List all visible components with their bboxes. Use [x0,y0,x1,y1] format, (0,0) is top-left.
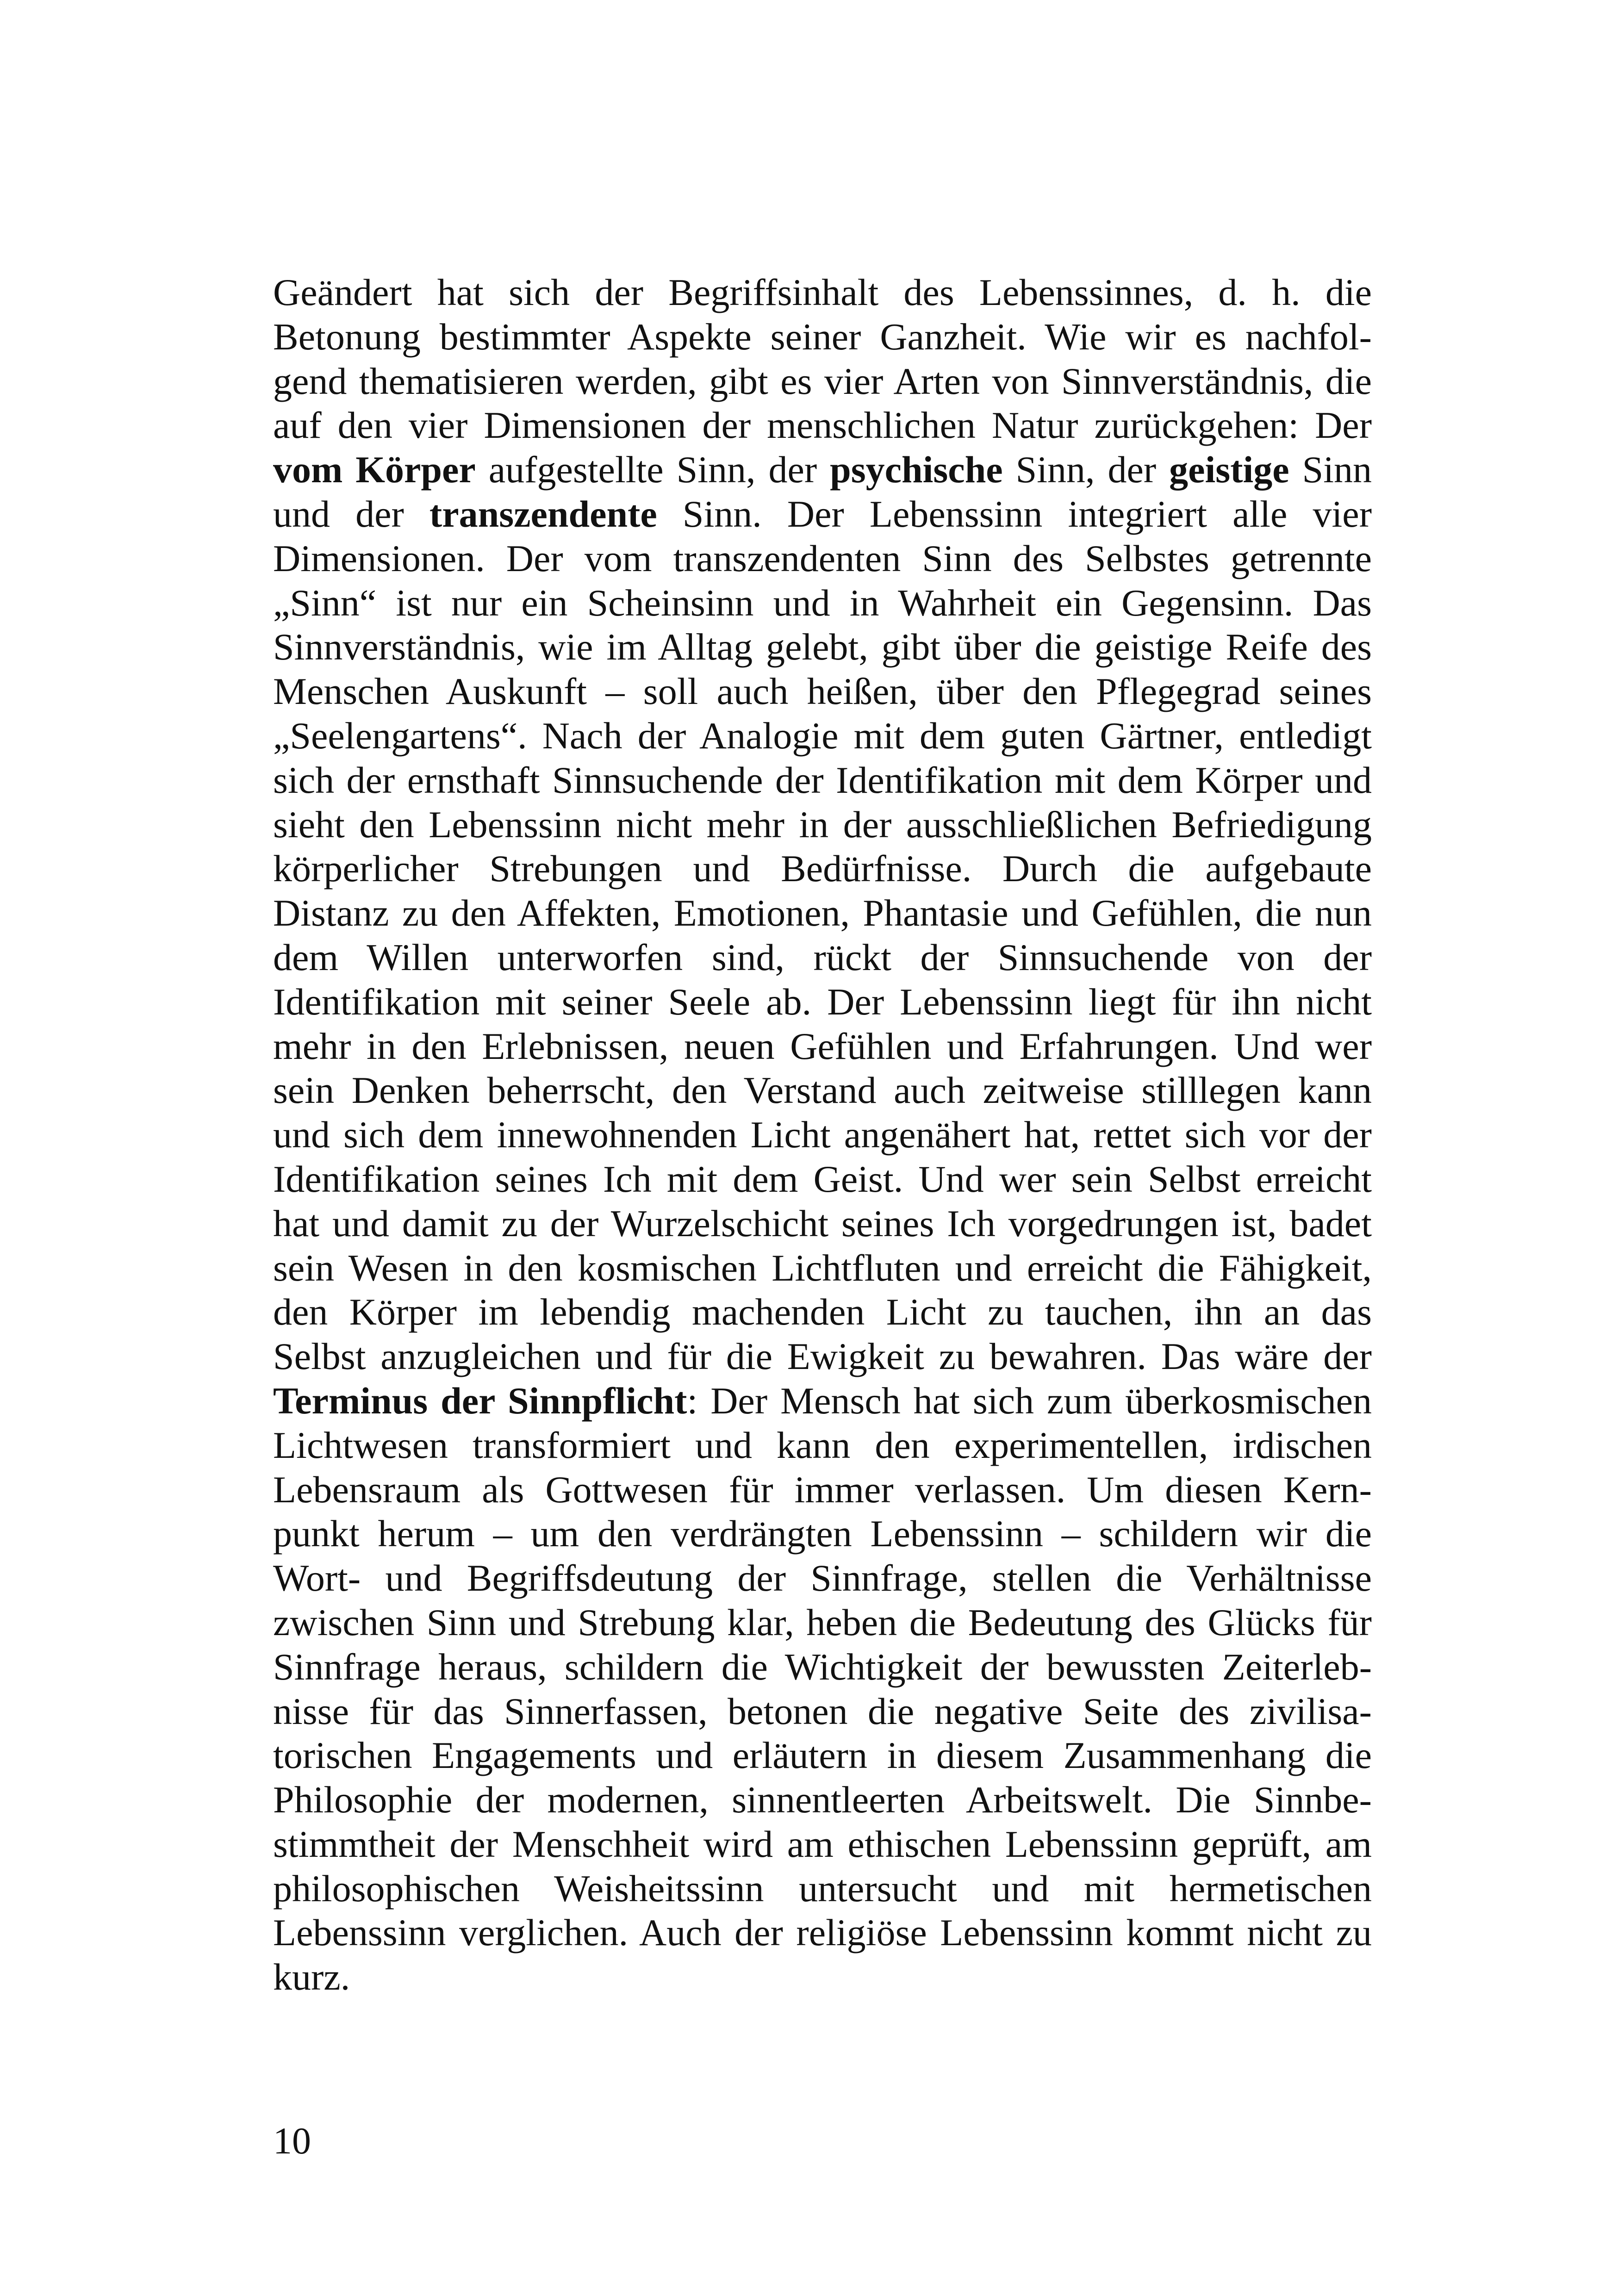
text-line [273,1157,1372,1201]
text-run: Philosophie der modernen, sinnentleerten Arbeitswelt. Die Sinnbe- [273,1779,1372,1821]
text-line [273,359,1372,404]
text-run: punkt herum – um den verdrängten Lebenssinn – schildern wir die [273,1512,1372,1555]
text-run: philosophischen Weisheitssinn untersucht und mit hermetischen [273,1867,1372,1910]
text-line [273,803,1372,847]
text-line [273,1068,1372,1113]
text-line [273,758,1372,803]
text-line [273,1556,1372,1600]
text-run: Betonung bestimmter Aspekte seiner Ganzheit. Wie wir es nachfol- [273,315,1372,358]
text-run: aufgestellte Sinn, der [475,448,830,491]
bold-term: vom Körper [273,448,476,491]
bold-term: psychische [830,448,1003,491]
text-run: : Der Mensch hat sich zum überkosmischen [687,1379,1372,1422]
text-run: Sinn. Der Lebenssinn integriert alle vier [657,492,1372,535]
text-line [273,1246,1372,1290]
text-line [273,1910,1372,1955]
text-run: sein Wesen in den kosmischen Lichtfluten und erreicht die Fähigkeit, [273,1246,1372,1289]
page-number: 10 [273,2120,311,2162]
body-paragraph [273,270,1372,1999]
text-run: Identifikation seines Ich mit dem Geist. Und wer sein Selbst erreicht [273,1157,1372,1200]
text-run: hat und damit zu der Wurzelschicht seines Ich vorgedrungen ist, badet [273,1202,1372,1244]
text-line [273,1468,1372,1512]
text-run: den Körper im lebendig machenden Licht zu tauchen, ihn an das [273,1291,1372,1333]
text-run: stimmtheit der Menschheit wird am ethischen Lebenssinn geprüft, am [273,1823,1372,1865]
text-run: gend thematisieren werden, gibt es vier Arten von Sinnverständnis, die [273,360,1372,402]
text-line [273,492,1372,536]
text-run: sein Denken beherrscht, den Verstand auch zeitweise stilllegen kann [273,1069,1372,1112]
text-run: und der [273,492,429,535]
text-run: Sinn, der [1002,448,1170,491]
text-run: Lebensraum als Gottwesen für immer verlassen. Um diesen Kern- [273,1468,1372,1511]
text-run: Sinnverständnis, wie im Alltag gelebt, gibt über die geistige Reife des [273,626,1372,668]
text-line [273,403,1372,448]
text-line [273,581,1372,625]
text-line [273,1733,1372,1778]
text-run: dem Willen unterworfen sind, rückt der Sinnsuchende von der [273,936,1372,978]
text-run: nisse für das Sinnerfassen, betonen die negative Seite des zivilisa- [273,1690,1372,1732]
text-run: Menschen Auskunft – soll auch heißen, über den Pflegegrad seines [273,670,1372,713]
text-run: torischen Engagements und erläutern in diesem Zusammenhang die [273,1734,1372,1777]
text-run: Sinn [1289,448,1372,491]
text-line [273,891,1372,935]
text-run: Lebenssinn verglichen. Auch der religiöse Lebenssinn kommt nicht zu [273,1911,1372,1954]
text-line [273,625,1372,669]
text-line [273,714,1372,758]
text-run: „Seelengartens“. Nach der Analogie mit dem guten Gärtner, entledigt [273,714,1372,757]
text-line [273,1379,1372,1423]
text-run: Distanz zu den Affekten, Emotionen, Phantasie und Gefühlen, die nun [273,892,1372,934]
text-line [273,935,1372,980]
text-line [273,1645,1372,1689]
text-run: auf den vier Dimensionen der menschlichen Natur zurückgehen: Der [273,404,1372,447]
text-line [273,1423,1372,1468]
text-run: sieht den Lebenssinn nicht mehr in der ausschließlichen Befriedigung [273,803,1372,846]
text-run: Dimensionen. Der vom transzendenten Sinn des Selbstes getrennte [273,537,1372,579]
text-run: Selbst anzugleichen und für die Ewigkeit zu bewahren. Das wäre der [273,1335,1372,1378]
text-line [273,536,1372,581]
text-line [273,1778,1372,1822]
text-run: „Sinn“ ist nur ein Scheinsinn und in Wahrheit ein Gegensinn. Das [273,581,1372,624]
text-run: körperlicher Strebungen und Bedürfnisse. Durch die aufgebaute [273,847,1372,890]
text-line [273,1512,1372,1556]
text-line [273,669,1372,714]
text-line [273,1867,1372,1911]
text-line [273,315,1372,359]
text-line [273,448,1372,492]
text-run: mehr in den Erlebnissen, neuen Gefühlen und Erfahrungen. Und wer [273,1025,1372,1067]
text-line [273,1955,1372,1999]
text-line [273,270,1372,315]
text-line [273,1334,1372,1379]
text-line [273,1600,1372,1645]
text-run: sich der ernsthaft Sinnsuchende der Identifikation mit dem Körper und [273,759,1372,801]
text-run: und sich dem innewohnenden Licht angenähert hat, rettet sich vor der [273,1114,1372,1156]
bold-term: geistige [1169,448,1289,491]
text-line [273,1822,1372,1867]
text-run: Identifikation mit seiner Seele ab. Der Lebenssinn liegt für ihn nicht [273,980,1372,1023]
text-line [273,1201,1372,1246]
text-run: zwischen Sinn und Strebung klar, heben die Bedeutung des Glücks für [273,1601,1372,1643]
text-run: kurz. [273,1956,350,1998]
bold-term: Terminus der Sinnpflicht [273,1379,687,1422]
text-line [273,1113,1372,1157]
text-run: Lichtwesen transformiert und kann den experimentellen, irdischen [273,1424,1372,1466]
text-line [273,980,1372,1024]
text-run: Sinnfrage heraus, schildern die Wichtigkeit der bewussten Zeiterleb- [273,1645,1372,1688]
bold-term: transzendente [429,492,657,535]
text-run: Wort- und Begriffsdeutung der Sinnfrage, stellen die Verhältnisse [273,1557,1372,1599]
text-line [273,1689,1372,1734]
text-line [273,1024,1372,1069]
text-run: Geändert hat sich der Begriffsinhalt des Lebenssinnes, d. h. die [273,271,1372,313]
text-line [273,1290,1372,1334]
text-line [273,846,1372,891]
